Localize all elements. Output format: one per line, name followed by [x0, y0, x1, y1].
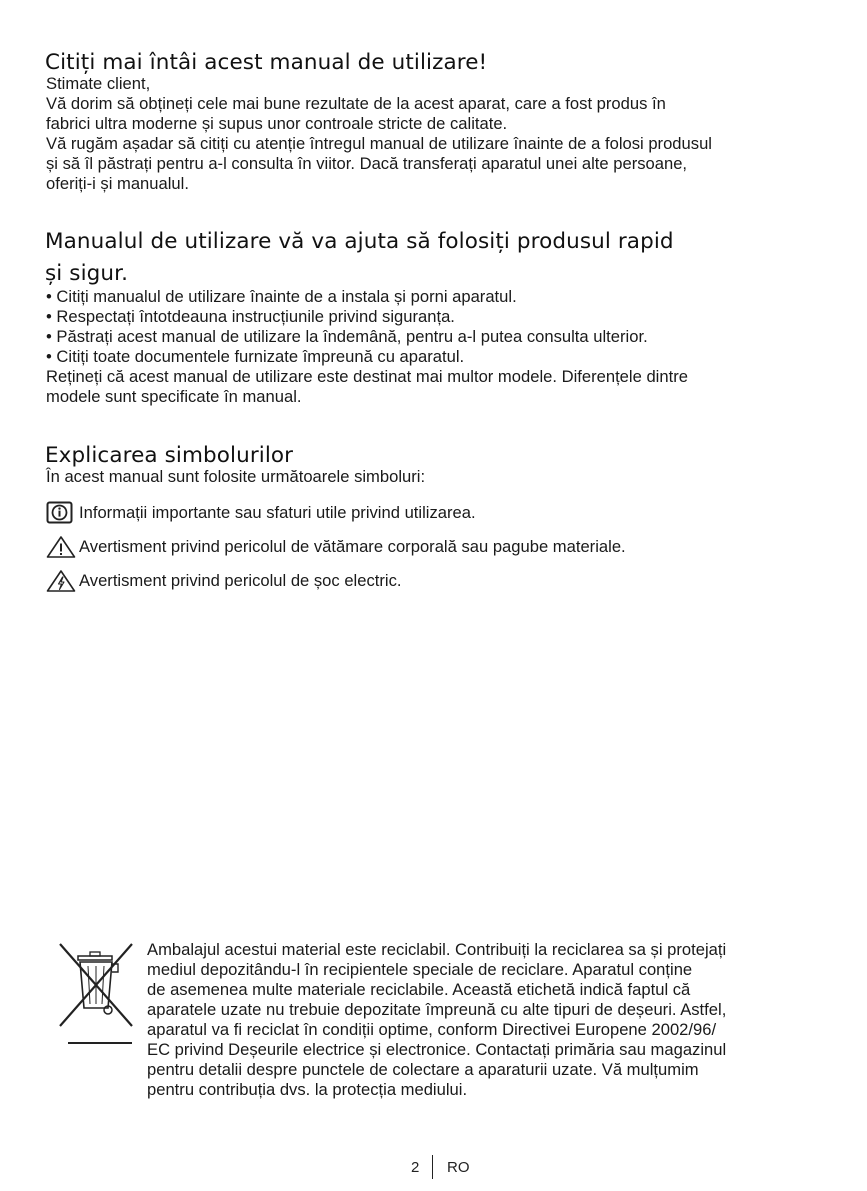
- text-line: aparatele uzate nu trebuie depozitate împreună cu alte tipuri de deșeuri. Astfel,: [147, 1000, 727, 1019]
- electric-shock-icon: [46, 569, 76, 593]
- list-item: • Citiți toate documentele furnizate împreună cu aparatul.: [46, 347, 465, 366]
- heading-manual-helps-line2: și sigur.: [45, 261, 129, 286]
- text-line: Vă rugăm așadar să citiți cu atenție întregul manual de utilizare înainte de a folosi produsul: [46, 134, 712, 153]
- text-line: EC privind Deșeurile electrice și electronice. Contactați primăria sau magazinul: [147, 1040, 727, 1059]
- heading-read-manual-first: Citiți mai întâi acest manual de utilizare!: [45, 50, 488, 75]
- text-line: Rețineți că acest manual de utilizare este destinat mai multor modele. Diferențele dintre: [46, 367, 688, 386]
- text-line: pentru detalii despre punctele de colectare a aparaturii uzate. Vă mulțumim: [147, 1060, 699, 1079]
- language-code: RO: [447, 1159, 470, 1176]
- heading-symbols-explanation: Explicarea simbolurilor: [45, 443, 294, 468]
- symbol-row-warning: [46, 535, 626, 559]
- page-number: 2: [411, 1159, 420, 1176]
- text-line: Vă dorim să obțineți cele mai bune rezultate de la acest aparat, care a fost produs în: [46, 94, 666, 113]
- info-icon: [46, 501, 76, 525]
- list-item: • Respectați întotdeauna instrucțiunile privind siguranța.: [46, 307, 455, 326]
- intro-paragraph: [46, 74, 826, 194]
- text-line: pentru contribuția dvs. la protecția mediului.: [147, 1080, 468, 1099]
- text-line: oferiți-i și manualul.: [46, 174, 189, 193]
- footer-divider: [432, 1155, 433, 1179]
- list-item: • Citiți manualul de utilizare înainte de a instala și porni aparatul.: [46, 287, 517, 306]
- symbol-description: Avertisment privind pericolul de vătămare corporală sau pagube materiale.: [79, 537, 626, 556]
- text-line: aparatul va fi reciclat în condiții optime, conform Directivei Europene 2002/96/: [147, 1020, 717, 1039]
- text-line: și să îl păstrați pentru a-l consulta în viitor. Dacă transferați aparatul unei alte persoane,: [46, 154, 688, 173]
- list-item: • Păstrați acest manual de utilizare la îndemână, pentru a-l putea consulta ulterior.: [46, 327, 648, 346]
- symbols-intro: [46, 467, 826, 487]
- heading-manual-helps-line1: Manualul de utilizare vă va ajuta să folosiți produsul rapid: [45, 229, 674, 254]
- text-line: de asemenea multe materiale reciclabile. Această etichetă indică faptul că: [147, 980, 691, 999]
- crossed-out-bin-icon: [56, 942, 136, 1052]
- usage-tips-list: [46, 287, 826, 407]
- text-line: fabrici ultra moderne și supus unor controale stricte de calitate.: [46, 114, 508, 133]
- symbol-description: Informații importante sau sfaturi utile privind utilizarea.: [79, 503, 476, 522]
- recycling-notice: [147, 940, 847, 1100]
- text-line: Ambalajul acestui material este reciclabil. Contribuiți la reciclarea sa și protejați: [147, 940, 727, 959]
- symbol-row-info: [46, 501, 476, 525]
- text-line: Stimate client,: [46, 74, 151, 93]
- symbol-row-electric: [46, 569, 401, 593]
- symbol-description: Avertisment privind pericolul de șoc electric.: [79, 571, 402, 590]
- page-footer: [0, 1155, 867, 1181]
- text-line: mediul depozitându-l în recipientele speciale de reciclare. Aparatul conține: [147, 960, 693, 979]
- warning-triangle-icon: [46, 535, 76, 559]
- text-line: În acest manual sunt folosite următoarele simboluri:: [46, 467, 426, 486]
- text-line: modele sunt specificate în manual.: [46, 387, 302, 406]
